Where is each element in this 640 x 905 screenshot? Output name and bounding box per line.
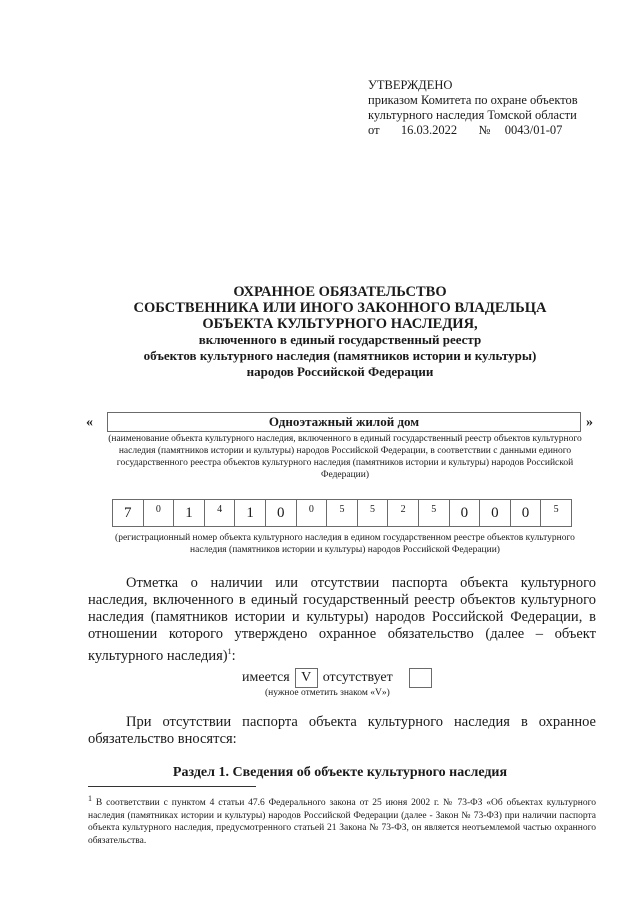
title-line-4: включенного в единый государственный реестр bbox=[198, 332, 482, 347]
absence-paragraph-text: При отсутствии паспорта объекта культурного наследия в охранное обязательство вносятся: bbox=[88, 714, 596, 747]
footnote-mark: 1 bbox=[88, 794, 92, 803]
quote-close: » bbox=[586, 415, 593, 430]
title-line-1: ОХРАННОЕ ОБЯЗАТЕЛЬСТВО bbox=[233, 284, 447, 300]
title-line-6: народов Российской Федерации bbox=[246, 364, 434, 379]
quote-open: « bbox=[86, 415, 93, 430]
reg-digit: 0 bbox=[266, 500, 297, 526]
approval-line-2: культурного наследия Томской области bbox=[368, 108, 577, 122]
reg-digit: 0 bbox=[450, 500, 481, 526]
approval-heading: УТВЕРЖДЕНО bbox=[368, 78, 453, 92]
reg-digit: 0 bbox=[511, 500, 542, 526]
passport-mark-row bbox=[242, 668, 437, 688]
reg-digit: 1 bbox=[235, 500, 266, 526]
reg-digit: 5 bbox=[327, 500, 358, 526]
reg-digit: 2 bbox=[388, 500, 419, 526]
mark-note: (нужное отметить знаком «V») bbox=[265, 688, 390, 698]
reg-digit: 5 bbox=[419, 500, 450, 526]
approval-line-1: приказом Комитета по охране объектов bbox=[368, 93, 578, 107]
registration-number-grid bbox=[112, 499, 572, 527]
reg-digit: 1 bbox=[174, 500, 205, 526]
footnote-divider bbox=[88, 786, 256, 787]
absent-label: отсутствует bbox=[322, 670, 393, 685]
approval-date-line: от 16.03.2022 № 0043/01-07 bbox=[368, 123, 563, 137]
reg-digit: 0 bbox=[297, 500, 328, 526]
document-title bbox=[40, 284, 640, 380]
footnote-text: В соответствии с пунктом 4 статьи 47.6 Федерального закона от 25 июня 2002 г. № 73-ФЗ «Об объектах культурного наследия (памятниках истории и культуры) народов Российской Федерации (далее - Закон № 73-ФЗ) при наличии паспорта объекта культурного наследия, предусмотренного статьей 21 Закона № 73-ФЗ, он является неотъемлемой частью охранного обязательства. bbox=[88, 798, 596, 846]
reg-digit: 0 bbox=[480, 500, 511, 526]
passport-paragraph bbox=[88, 575, 596, 665]
reg-digit: 7 bbox=[113, 500, 144, 526]
present-checkbox[interactable]: V bbox=[295, 668, 318, 688]
present-label: имеется bbox=[242, 670, 290, 685]
reg-digit: 4 bbox=[205, 500, 236, 526]
title-line-3: ОБЪЕКТА КУЛЬТУРНОГО НАСЛЕДИЯ, bbox=[202, 316, 478, 332]
object-name-field: Одноэтажный жилой дом bbox=[107, 412, 581, 432]
absent-checkbox[interactable] bbox=[409, 668, 432, 688]
footnote bbox=[88, 793, 596, 847]
passport-paragraph-text: Отметка о наличии или отсутствии паспорта объекта культурного наследия, включенного в единый государственный реестр объектов культурного наследия (памятников истории и культуры) народов Российской Федерации, в отношении которого утверждено охранное обязательство (далее – объект культурного наследия) bbox=[88, 575, 596, 664]
approval-block bbox=[368, 78, 608, 138]
absence-paragraph bbox=[88, 714, 596, 748]
title-line-5: объектов культурного наследия (памятников истории и культуры) bbox=[143, 348, 537, 363]
reg-digit: 0 bbox=[144, 500, 175, 526]
reg-digit: 5 bbox=[553, 504, 559, 515]
object-name-note: (наименование объекта культурного наследия, включенного в единый государственный реестр объектов культурного наследия (памятников истории и культуры) народов Российской Федерации, в соответствии с данными единого государственного реестра объектов культурного наследия (памятников истории и культуры) народов Российской Федерации) bbox=[108, 434, 582, 480]
footnote-reference: 1 bbox=[227, 647, 232, 656]
reg-digit: 5 bbox=[358, 500, 389, 526]
registration-number-note: (регистрационный номер объекта культурного наследия в едином государственном реестре объектов культурного наследия (памятников истории и культуры) народов Российской Федерации) bbox=[115, 533, 575, 555]
section-heading: Раздел 1. Сведения об объекте культурного наследия bbox=[172, 765, 508, 780]
title-line-2: СОБСТВЕННИКА ИЛИ ИНОГО ЗАКОННОГО ВЛАДЕЛЬЦА bbox=[133, 300, 547, 316]
passport-paragraph-end: : bbox=[231, 647, 236, 664]
